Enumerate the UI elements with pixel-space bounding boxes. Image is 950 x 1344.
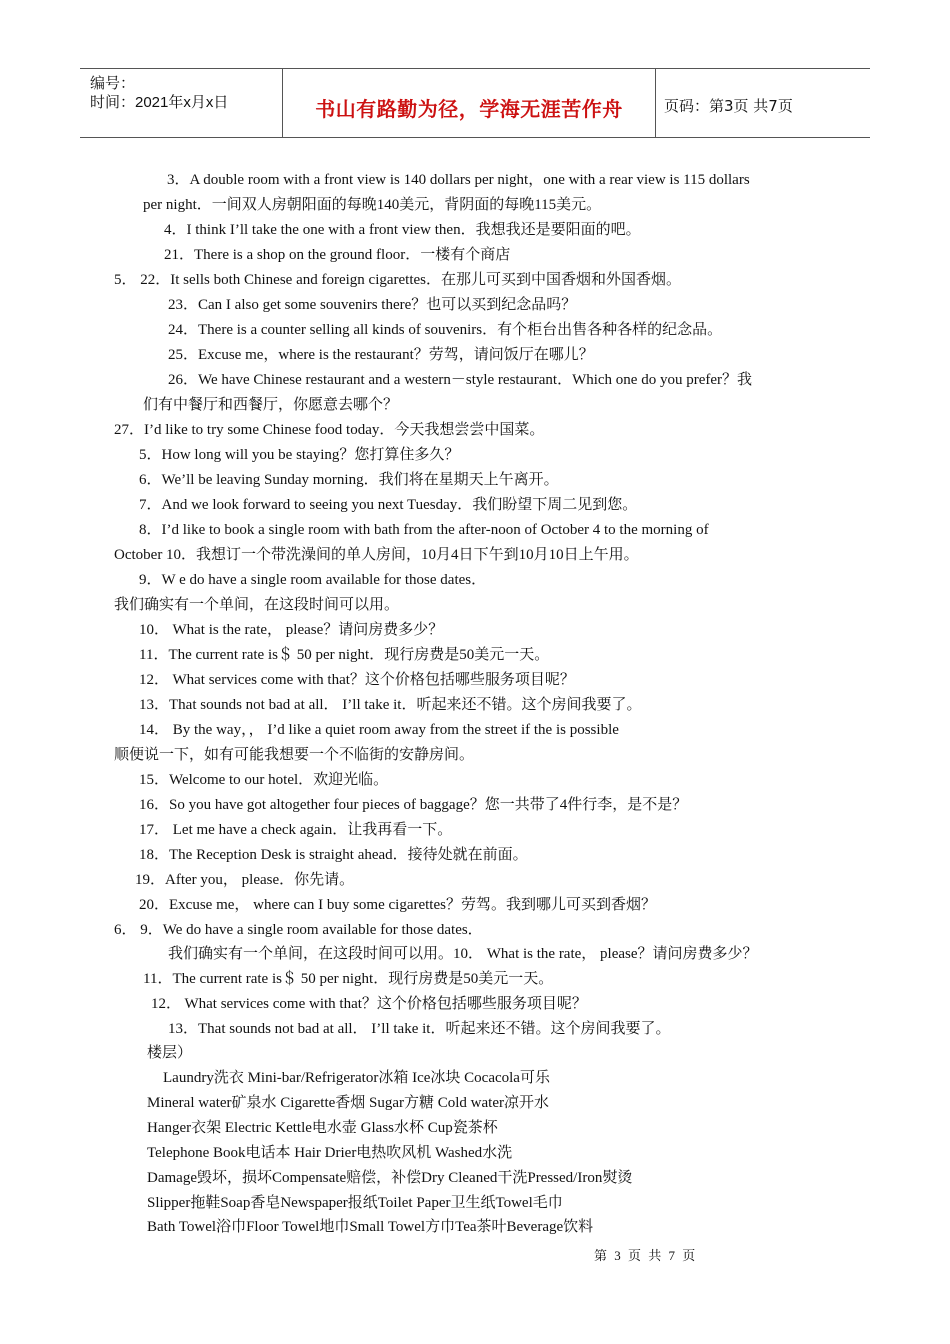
text-line: 18．The Reception Desk is straight ahead．接待处就在前面。 (139, 847, 528, 863)
text-line: per night．一间双人房朝阳面的每晚140美元，背阴面的每晚115美元。 (143, 197, 602, 213)
text-line: 5． 22．It sells both Chinese and foreign cigarettes．在那儿可买到中国香烟和外国香烟。 (114, 272, 682, 288)
text-line: 7．And we look forward to seeing you next Tuesday．我们盼望下周二见到您。 (139, 497, 638, 513)
text-line: 6．We’ll be leaving Sunday morning．我们将在星期天上午离开。 (139, 472, 559, 488)
text-line: 们有中餐厅和西餐厅，你愿意去哪个？ (143, 397, 399, 413)
vocab-line: Hanger衣架 Electric Kettle电水壶 Glass水杯 Cup瓷茶杯 (147, 1120, 498, 1136)
header-page-info: 页码：第3页 共7页 (664, 97, 793, 115)
text-line: 19．After you， please．你先请。 (135, 872, 355, 888)
vocab-line: Bath Towel浴巾Floor Towel地巾Small Towel方巾Tea茶叶Beverage饮料 (147, 1219, 594, 1235)
text-line: 20．Excuse me， where can I buy some cigarettes？劳驾。我到哪儿可买到香烟？ (139, 897, 656, 913)
text-line: 11．The current rate is＄ 50 per night．现行房费是50美元一天。 (143, 971, 554, 987)
text-line: 顺便说一下，如有可能我想要一个不临街的安静房间。 (114, 747, 475, 763)
text-line: 11．The current rate is＄ 50 per night．现行房费是50美元一天。 (139, 647, 550, 663)
vocab-line: Slipper拖鞋Soap香皂Newspaper报纸Toilet Paper卫生纸Towel毛巾 (147, 1195, 563, 1211)
text-line: 5．How long will you be staying？您打算住多久？ (139, 447, 460, 463)
header-meta (80, 69, 282, 137)
text-line: 14． By the way，， I’d like a quiet room away from the street if the is possible (139, 722, 619, 738)
document-number-label: 编号： (90, 75, 136, 92)
header-motto: 书山有路勤为径，学海无涯苦作舟 (315, 97, 623, 121)
vocab-line: Damage毁坏，损坏Compensate赔偿，补偿Dry Cleaned干洗Pressed/Iron熨烫 (147, 1170, 633, 1186)
text-line: 12． What services come with that？这个价格包括哪些服务项目呢？ (139, 672, 575, 688)
text-line: 17． Let me have a check again．让我再看一下。 (139, 822, 453, 838)
header-motto-cell (282, 69, 656, 137)
text-line: 24．There is a counter selling all kinds of souvenirs．有个柜台出售各种各样的纪念品。 (168, 322, 723, 338)
text-line: 我们确实有一个单间，在这段时间可以用。 (114, 597, 400, 613)
document-date: 时间：2021年x月x日 (90, 94, 229, 111)
text-line: 3．A double room with a front view is 140 dollars per night，one with a rear view is 115 dollars (167, 172, 750, 188)
text-line: 27．I’d like to try some Chinese food today．今天我想尝尝中国菜。 (114, 422, 545, 438)
text-line: 13．That sounds not bad at all． I’ll take it．听起来还不错。这个房间我要了。 (139, 697, 642, 713)
vocab-line: Telephone Book电话本 Hair Drier电热吹风机 Washed水洗 (147, 1145, 513, 1161)
text-line: 16．So you have got altogether four pieces of baggage？您一共带了4件行李，是不是？ (139, 797, 688, 813)
text-line: 8．I’d like to book a single room with bath from the after-noon of October 4 to the morning of (139, 522, 709, 538)
text-line: 21．There is a shop on the ground floor．一楼有个商店 (164, 247, 511, 263)
text-line: 我们确实有一个单间，在这段时间可以用。10． What is the rate， please？请问房费多少？ (168, 946, 758, 962)
text-line: 9．W e do have a single room available for those dates． (139, 572, 487, 588)
text-line: 12． What services come with that？这个价格包括哪些服务项目呢？ (151, 996, 587, 1012)
text-line: 6． 9．We do have a single room available for those dates． (114, 922, 483, 938)
text-line: 23．Can I also get some souvenirs there？也可以买到纪念品吗？ (168, 297, 577, 313)
text-line: 4．I think I’ll take the one with a front view then．我想我还是要阳面的吧。 (164, 222, 641, 238)
vocab-line: Laundry洗衣 Mini-bar/Refrigerator冰箱 Ice冰块 Cocacola可乐 (163, 1070, 550, 1086)
text-line: 15．Welcome to our hotel．欢迎光临。 (139, 772, 389, 788)
vocab-line: Mineral water矿泉水 Cigarette香烟 Sugar方糖 Cold water凉开水 (147, 1095, 549, 1111)
page-footer: 第 3 页 共 7 页 (594, 1248, 698, 1263)
text-line: 13．That sounds not bad at all． I’ll take it．听起来还不错。这个房间我要了。 (168, 1021, 671, 1037)
header-page-cell (655, 69, 870, 137)
text-line: 26．We have Chinese restaurant and a western－style restaurant．Which one do you prefer？我 (168, 372, 753, 388)
text-line: October 10．我想订一个带洗澡间的单人房间，10月4日下午到10月10日上午用。 (114, 547, 639, 563)
text-line: 25．Excuse me，where is the restaurant？劳驾，请问饭厅在哪儿？ (168, 347, 594, 363)
page-header (80, 68, 870, 138)
text-line: 10． What is the rate， please？请问房费多少？ (139, 622, 444, 638)
text-line: 楼层） (147, 1045, 193, 1061)
